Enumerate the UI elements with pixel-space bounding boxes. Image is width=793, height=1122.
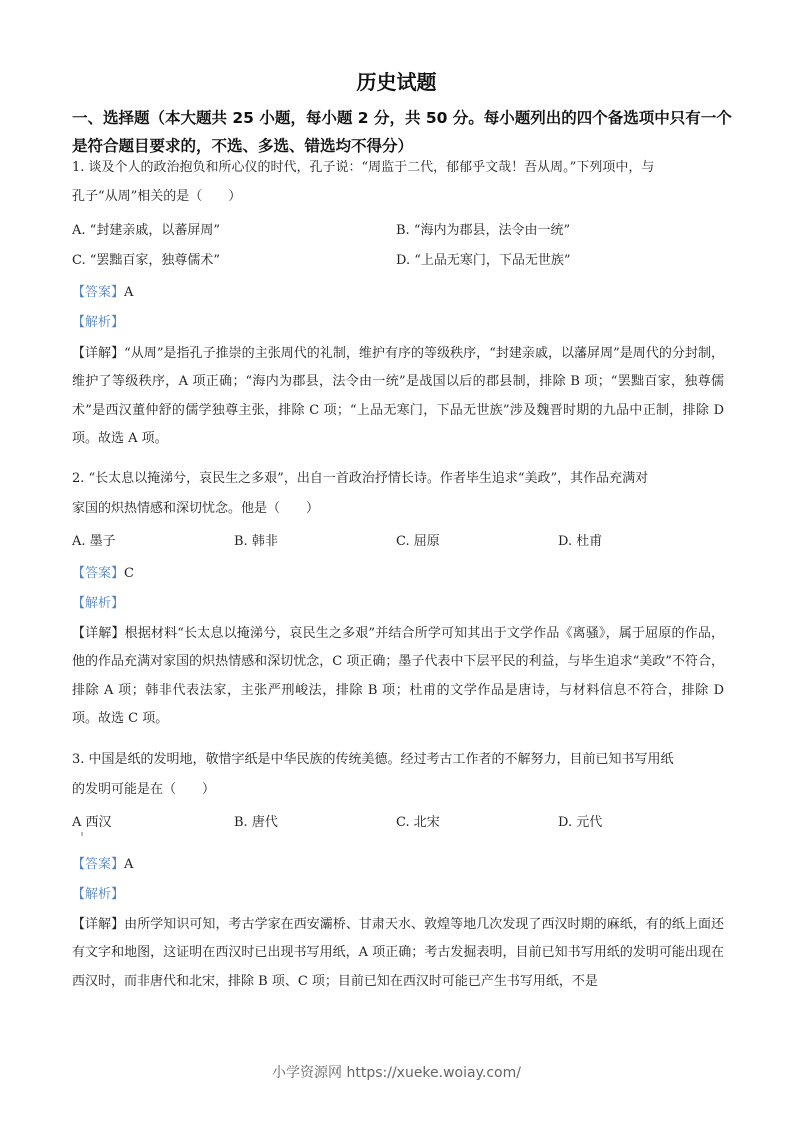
answer-label: 【答案】 (72, 857, 125, 872)
option-label: A. (72, 534, 86, 549)
question-3-detail (72, 911, 724, 996)
answer-value: A (124, 857, 134, 872)
option-label: D. (396, 253, 411, 268)
question-2-detail (72, 620, 724, 733)
option-label: B. (396, 223, 410, 238)
question-1-stem-line-2: 孔子“从周”相关的是（ ） (72, 189, 242, 204)
question-2-stem-line-1: 2. “长太息以掩涕兮，哀民生之多艰”，出自一首政治抒情长诗。作者毕生追求“美政”，其作品充满对 (72, 471, 649, 486)
option-label: C. (396, 534, 410, 549)
question-3-option-d (558, 813, 602, 833)
option-label: D. (558, 815, 573, 830)
question-1-option-c (72, 251, 220, 271)
option-text: “海内为郡县，法令由一统” (413, 223, 571, 238)
option-text: “封建亲戚，以蕃屏周” (89, 223, 220, 238)
detail-label: 【详解】 (72, 917, 125, 932)
question-3-answer (72, 855, 133, 875)
section-heading: 一、选择题（本大题共 25 小题，每小题 2 分，共 50 分。每小题列出的四个备选项中只有一个是符合题目要求的，不选、多选、错选均不得分） (72, 109, 732, 155)
footer-watermark: 小学资源网 https://xueke.woiay.com/ (272, 1065, 521, 1081)
answer-label: 【答案】 (72, 285, 125, 300)
option-text: 唐代 (251, 815, 278, 830)
option-label: C. (72, 253, 86, 268)
question-1-option-b (396, 221, 570, 241)
question-2-option-b (234, 532, 278, 552)
question-1-analysis-label (72, 313, 124, 333)
option-text: 墨子 (89, 534, 116, 549)
option-text: “上品无寒门，下品无世族” (414, 253, 571, 268)
question-1-detail (72, 340, 724, 453)
question-3-analysis-label (72, 885, 124, 905)
detail-text: 根据材料“长太息以掩涕兮，哀民生之多艰”并结合所学可知其出于文学作品《离骚》，属于屈原的作品，他的作品充满对家国的炽热情感和深切忧念，C 项正确；墨子代表中下层平民的利益，与毕生追求“美政”不符合，排除 A 项；韩非代表法家，主张严刑峻法，排除 B 项；杜甫的文学作品是唐诗，与材料信息不符合，排除 D 项。故选 C 项。 (72, 626, 724, 726)
option-text: “罢黜百家，独尊儒术” (89, 253, 221, 268)
option-text: 西汉 (85, 815, 112, 830)
option-text: 屈原 (413, 534, 440, 549)
analysis-label: 【解析】 (72, 315, 125, 330)
option-text: 杜甫 (576, 534, 603, 549)
analysis-label: 【解析】 (72, 887, 125, 902)
question-1-stem-line-1: 1. 谈及个人的政治抱负和所心仪的时代，孔子说：“周监于二代，郁郁乎文哉！吾从周。”下列项中，与 (72, 160, 655, 175)
question-3-option-b (234, 813, 278, 833)
question-3-option-a (72, 813, 112, 833)
question-3-stem-line-2: 的发明可能是在（ ） (72, 782, 216, 797)
question-1-answer (72, 283, 133, 303)
question-3-option-c (396, 813, 440, 833)
answer-value: C (124, 566, 134, 581)
question-2-stem-line-2: 家国的炽热情感和深切忧念。他是（ ） (72, 501, 320, 516)
stray-mark (81, 832, 83, 836)
detail-label: 【详解】 (72, 346, 125, 361)
question-2-answer (72, 564, 134, 584)
detail-text: “从周”是指孔子推崇的主张周代的礼制，维护有序的等级秩序，“封建亲戚，以藩屏周”是周代的分封制，维护了等级秩序，A 项正确；“海内为郡县，法令由一统”是战国以后的郡县制，排除 B 项；“罢黜百家，独尊儒术”是西汉董仲舒的儒学独尊主张，排除 C 项；“上品无寒门，下品无世族”涉及魏晋时期的九品中正制，排除 D 项。故选 A 项。 (72, 346, 724, 446)
detail-text: 由所学知识可知，考古学家在西安灞桥、甘肃天水、敦煌等地几次发现了西汉时期的麻纸，有的纸上面还有文字和地图，这证明在西汉时已出现书写用纸，A 项正确；考古发掘表明，目前已知书写用纸的发明可能出现在西汉时，而非唐代和北宋，排除 B 项、C 项；目前已知在西汉时可能已产生书写用纸，不是 (72, 917, 724, 989)
option-label: D. (558, 534, 573, 549)
option-text: 元代 (576, 815, 603, 830)
option-text: 韩非 (251, 534, 278, 549)
option-label: B. (234, 815, 248, 830)
option-label: A. (72, 223, 86, 238)
question-2-option-c (396, 532, 440, 552)
answer-value: A (124, 285, 134, 300)
answer-label: 【答案】 (72, 566, 125, 581)
question-2-analysis-label (72, 594, 124, 614)
question-2-option-d (558, 532, 602, 552)
option-label: A (72, 815, 82, 830)
option-label: B. (234, 534, 248, 549)
option-label: C. (396, 815, 410, 830)
detail-label: 【详解】 (72, 626, 125, 641)
question-1-option-d (396, 251, 571, 271)
page-title: 历史试题 (356, 70, 437, 94)
option-text: 北宋 (413, 815, 440, 830)
analysis-label: 【解析】 (72, 596, 125, 611)
question-1-option-a (72, 221, 220, 241)
question-2-option-a (72, 532, 116, 552)
question-3-stem-line-1: 3. 中国是纸的发明地，敬惜字纸是中华民族的传统美德。经过考古工作者的不解努力，目前已知书写用纸 (72, 752, 674, 767)
